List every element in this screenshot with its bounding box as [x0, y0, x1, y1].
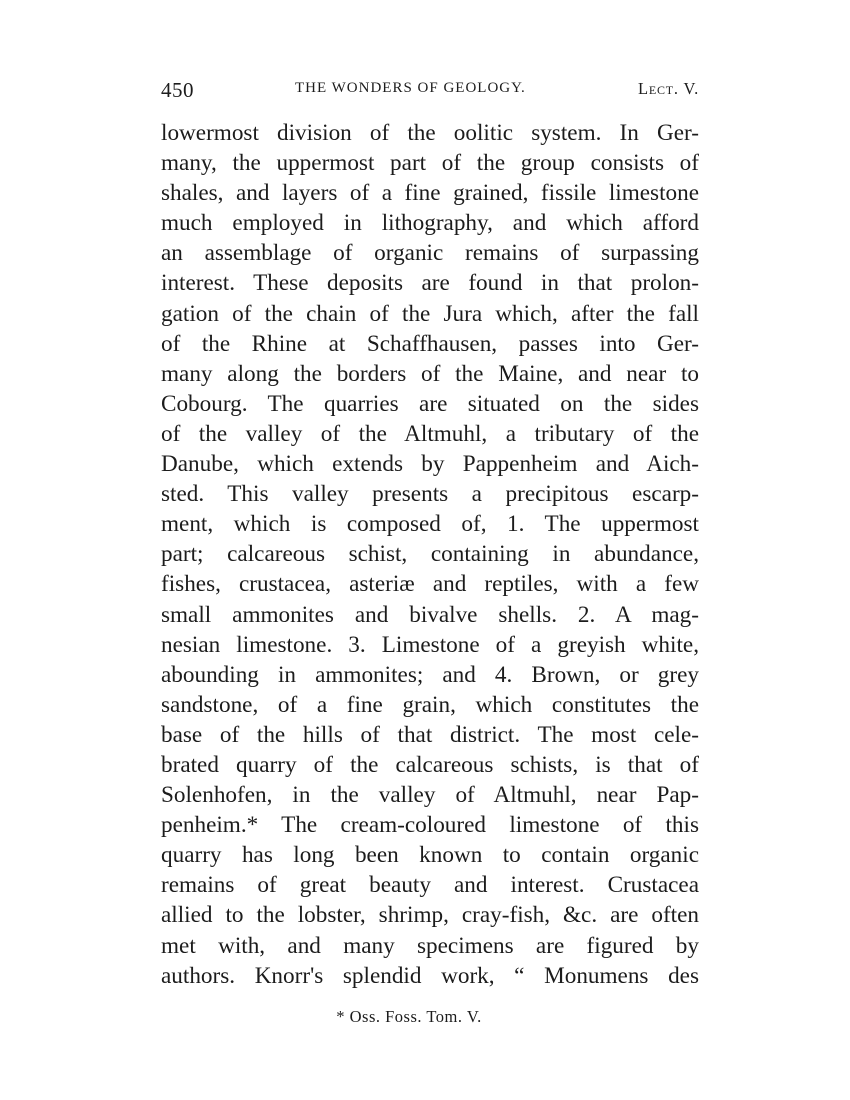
footnote	[0, 1007, 850, 1027]
page-number: 450	[161, 78, 194, 102]
text-line: many, the uppermost part of the group consists of	[161, 150, 699, 177]
text-line: much employed in lithography, and which afford	[161, 210, 699, 237]
text-line: of the valley of the Altmuhl, a tributary of the	[161, 420, 699, 447]
text-line: base of the hills of that district. The most cele-	[161, 721, 699, 748]
text-line: part; calcareous schist, containing in abundance,	[161, 541, 699, 568]
text-line: allied to the lobster, shrimp, cray-fish, &c. are often	[161, 902, 699, 929]
text-line: Solenhofen, in the valley of Altmuhl, near Pap-	[161, 782, 699, 809]
text-line: sted. This valley presents a precipitous escarp-	[161, 481, 699, 508]
text-line: interest. These deposits are found in that prolon-	[161, 270, 699, 297]
text-line: nesian limestone. 3. Limestone of a greyish white,	[161, 631, 699, 658]
body-text	[161, 118, 699, 991]
footnote-text: * Oss. Foss. Tom. V.	[336, 1007, 482, 1026]
text-line: fishes, crustacea, asteriæ and reptiles, with a few	[161, 571, 699, 598]
text-line: quarry has long been known to contain organic	[161, 842, 699, 869]
text-line: authors. Knorr's splendid work, “ Monumens des	[161, 962, 699, 989]
running-title: THE WONDERS OF GEOLOGY.	[295, 80, 526, 96]
text-line: ment, which is composed of, 1. The uppermost	[161, 511, 699, 538]
text-line: penheim.* The cream-coloured limestone of this	[161, 812, 699, 839]
text-line: remains of great beauty and interest. Crustacea	[161, 872, 699, 899]
text-line: gation of the chain of the Jura which, after the fall	[161, 300, 699, 327]
text-line: many along the borders of the Maine, and near to	[161, 360, 699, 387]
running-header	[161, 78, 699, 102]
text-line: met with, and many specimens are figured by	[161, 932, 699, 959]
lecture-reference: Lect. V.	[637, 79, 699, 98]
text-line: shales, and layers of a fine grained, fissile limestone	[161, 180, 699, 207]
text-line: small ammonites and bivalve shells. 2. A mag-	[161, 601, 699, 628]
text-line: sandstone, of a fine grain, which constitutes the	[161, 691, 699, 718]
text-line: lowermost division of the oolitic system. In Ger-	[161, 120, 699, 146]
text-line: an assemblage of organic remains of surpassing	[161, 240, 699, 267]
text-line: of the Rhine at Schaffhausen, passes into Ger-	[161, 330, 699, 357]
text-line: abounding in ammonites; and 4. Brown, or grey	[161, 661, 699, 688]
text-line: Cobourg. The quarries are situated on the sides	[161, 390, 699, 417]
text-line: Danube, which extends by Pappenheim and Aich-	[161, 451, 699, 478]
text-line: brated quarry of the calcareous schists, is that of	[161, 751, 699, 778]
